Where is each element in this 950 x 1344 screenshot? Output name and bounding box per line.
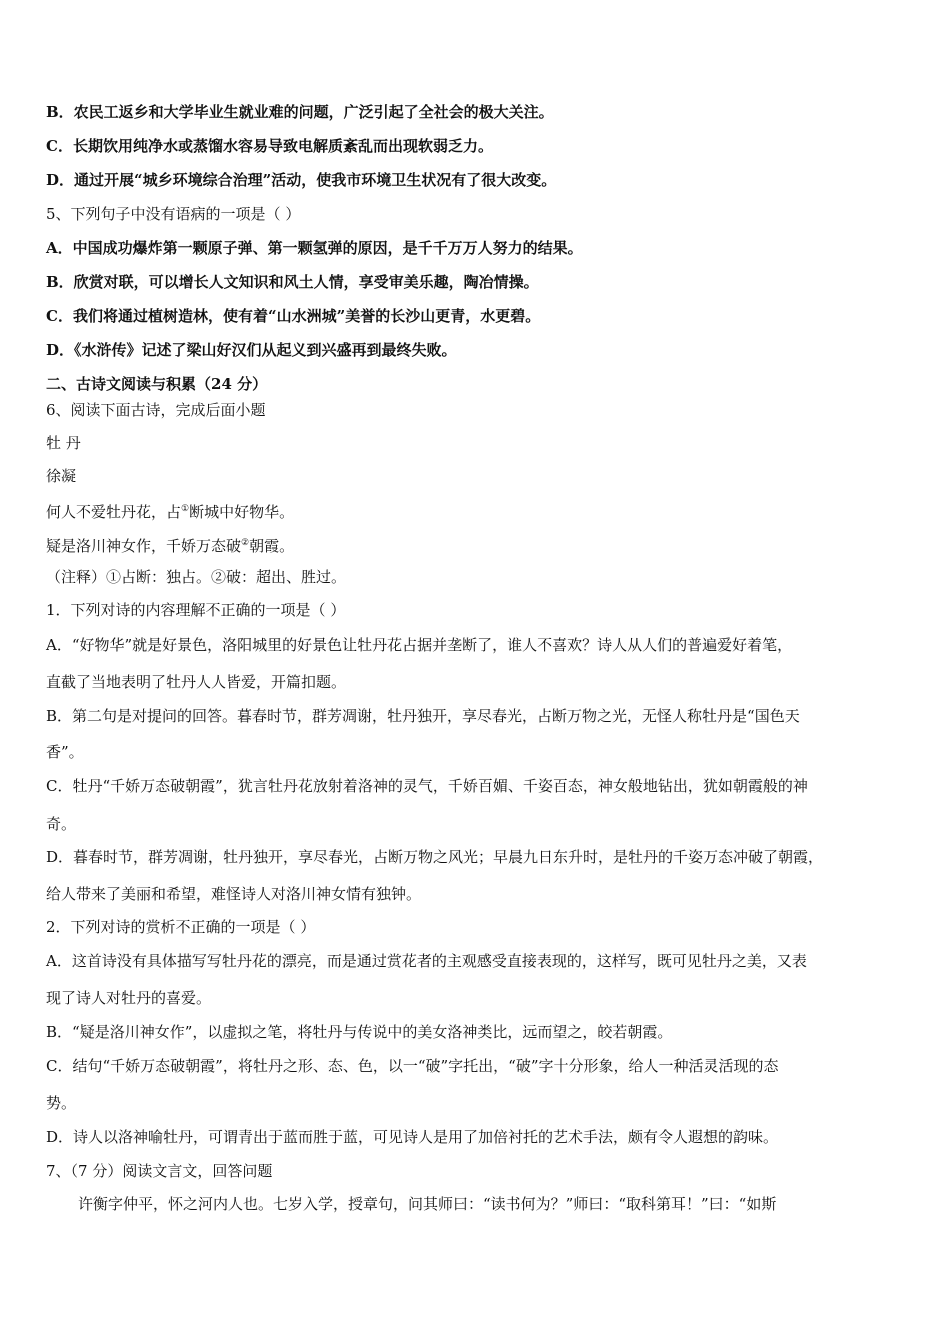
sub1-option-b: B．第二句是对提问的回答。暮春时节，群芳凋谢，牡丹独开，享尽春光，占断万物之光，无怪人称牡丹是“国色天	[46, 707, 800, 725]
footnote-mark-1: ①	[181, 504, 190, 514]
sub1-option-b-cont: 香”。	[46, 743, 84, 761]
q6-stem: 6、阅读下面古诗，完成后面小题	[46, 401, 266, 419]
poem-line-1-text-b: 断城中好物华。	[189, 503, 295, 521]
sub2-option-c: C．结句“千娇万态破朝霞”，将牡丹之形、态、色，以一“破”字托出，“破”字十分形象，给人一种活灵活现的态	[46, 1057, 779, 1075]
sub2-stem: 2．下列对诗的赏析不正确的一项是（ ）	[46, 918, 316, 936]
poem-line-1	[46, 499, 294, 522]
poem-line-1-text-a: 何人不爱牡丹花，占	[46, 503, 182, 521]
poem-line-2-text-b: 朝霞。	[249, 537, 295, 555]
sub1-option-c: C．牡丹“千娇万态破朝霞”，犹言牡丹花放射着洛神的灵气，千娇百媚、千姿百态，神女般地钻出，犹如朝霞般的神	[46, 777, 808, 795]
q5-option-c: C．我们将通过植树造林，使有着“山水洲城”美誉的长沙山更青，水更碧。	[46, 307, 541, 325]
sub1-option-d-cont: 给人带来了美丽和希望，难怪诗人对洛川神女情有独钟。	[46, 885, 422, 903]
poem-line-2-text-a: 疑是洛川神女作，千娇万态破	[46, 537, 242, 555]
poem-author: 徐凝	[46, 467, 77, 485]
sub2-option-b: B．“疑是洛川神女作”，以虚拟之笔，将牡丹与传说中的美女洛神类比，远而望之，皎若朝霞。	[46, 1023, 673, 1041]
sub2-option-a: A．这首诗没有具体描写写牡丹花的漂亮，而是通过赏花者的主观感受直接表现的，这样写，既可见牡丹之美，又表	[46, 952, 807, 970]
sub1-option-d: D．暮春时节，群芳凋谢，牡丹独开，享尽春光，占断万物之风光；早晨九日东升时，是牡丹的千姿万态冲破了朝霞，	[46, 848, 824, 866]
q4-option-b: B．农民工返乡和大学毕业生就业难的问题，广泛引起了全社会的极大关注。	[46, 103, 554, 121]
sub1-option-a-cont: 直截了当地表明了牡丹人人皆爱，开篇扣题。	[46, 673, 347, 691]
q4-option-c: C．长期饮用纯净水或蒸馏水容易导致电解质紊乱而出现软弱乏力。	[46, 137, 493, 155]
sub1-stem: 1．下列对诗的内容理解不正确的一项是（ ）	[46, 601, 346, 619]
poem-line-2	[46, 533, 294, 556]
sub2-option-c-cont: 势。	[46, 1094, 77, 1112]
sub2-option-d: D．诗人以洛神喻牡丹，可谓青出于蓝而胜于蓝，可见诗人是用了加倍衬托的艺术手法，颇有令人遐想的韵味。	[46, 1128, 779, 1146]
q5-option-a: A．中国成功爆炸第一颗原子弹、第一颗氢弹的原因，是千千万万人努力的结果。	[46, 239, 583, 257]
q5-option-d: D．《水浒传》记述了梁山好汉们从起义到兴盛再到最终失败。	[46, 341, 457, 359]
q5-option-b: B．欣赏对联，可以增长人文知识和风土人情，享受审美乐趣，陶冶情操。	[46, 273, 539, 291]
q5-stem: 5、下列句子中没有语病的一项是（ ）	[46, 205, 301, 223]
sub1-option-a: A．“好物华”就是好景色，洛阳城里的好景色让牡丹花占据并垄断了，谁人不喜欢？诗人从人们的普遍爱好着笔，	[46, 636, 793, 654]
footnote-mark-2: ②	[241, 538, 250, 548]
q4-option-d: D．通过开展“城乡环境综合治理”活动，使我市环境卫生状况有了很大改变。	[46, 171, 557, 189]
poem-title: 牡 丹	[46, 434, 81, 452]
sub1-option-c-cont: 奇。	[46, 815, 77, 833]
q7-stem: 7、（7 分）阅读文言文，回答问题	[46, 1162, 273, 1180]
sub2-option-a-cont: 现了诗人对牡丹的喜爱。	[46, 989, 212, 1007]
q7-passage: 许衡字仲平，怀之河内人也。七岁入学，授章句，问其师曰：“读书何为？”师曰：“取科第耳！”曰：“如斯	[78, 1195, 777, 1213]
section-heading: 二、古诗文阅读与积累（24 分）	[46, 375, 268, 393]
poem-note: （注释）①占断：独占。②破：超出、胜过。	[46, 568, 347, 586]
